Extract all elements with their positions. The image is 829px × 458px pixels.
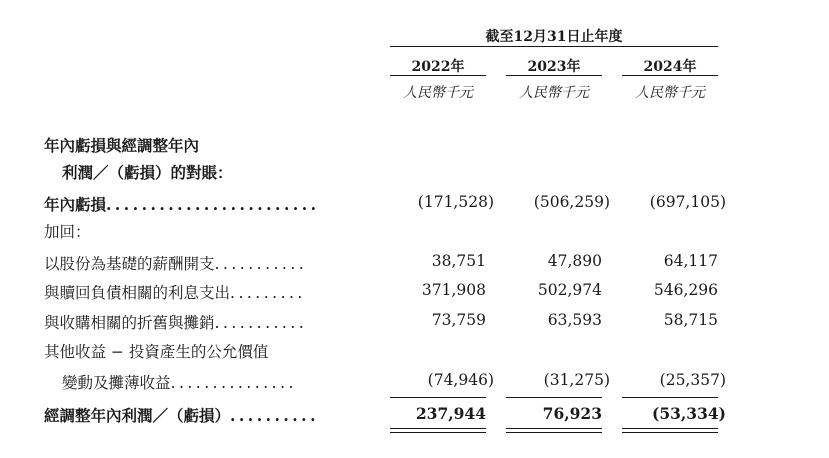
row-value-2023: 502,974	[537, 281, 602, 299]
row-label: 其他收益 − 投資產生的公允價值	[44, 343, 269, 361]
column-unit-2023: 人民幣千元	[519, 85, 589, 101]
leader-dots: ..........	[230, 406, 319, 425]
row-label: 以股份為基礎的薪酬開支...........	[44, 255, 308, 273]
total-double-rule	[506, 428, 602, 433]
row-value-2024: (697,105)	[649, 193, 726, 211]
subtotal-rule	[622, 397, 718, 398]
total-double-rule	[622, 428, 718, 433]
row-value-2024: (25,357)	[659, 371, 726, 389]
column-year-rule	[390, 75, 486, 76]
section-title-line1: 年內虧損與經調整年內	[44, 136, 200, 155]
total-double-rule	[390, 428, 486, 433]
column-unit-2022: 人民幣千元	[403, 85, 473, 101]
row-value-2023: 47,890	[547, 252, 602, 270]
period-header-rule	[390, 46, 718, 47]
row-value-2022: 371,908	[421, 281, 486, 299]
row-label: 年內虧損........................	[44, 195, 320, 214]
row-value-2023: (31,275)	[543, 371, 610, 389]
row-value-2024: 58,715	[663, 311, 718, 329]
column-unit-2024: 人民幣千元	[635, 85, 705, 101]
section-title-line2: 利潤／（虧損）的對賬：	[62, 163, 233, 182]
row-value-2022: (74,946)	[427, 371, 494, 389]
row-label: 與贖回負債相關的利息支出.........	[44, 284, 306, 302]
leader-dots: ...........	[214, 255, 308, 273]
column-year-rule	[506, 75, 602, 76]
column-year-2023: 2023年	[527, 59, 581, 75]
row-value-2022: 73,759	[431, 311, 486, 329]
row-value-2022: 237,944	[415, 404, 486, 423]
period-header: 截至12月31日止年度	[485, 29, 623, 45]
subtotal-rule	[390, 397, 486, 398]
row-value-2022: 38,751	[431, 252, 486, 270]
subtotal-rule	[506, 397, 602, 398]
row-value-2023: (506,259)	[533, 193, 610, 211]
leader-dots: ...........	[214, 314, 308, 332]
row-label: 變動及攤薄收益...............	[62, 374, 297, 392]
column-year-2024: 2024年	[643, 59, 697, 75]
row-value-2024: 546,296	[653, 281, 718, 299]
row-label: 加回：	[44, 223, 91, 241]
row-label: 與收購相關的折舊與攤銷...........	[44, 314, 308, 332]
row-value-2023: 76,923	[542, 404, 602, 423]
row-value-2024: (53,334)	[652, 404, 726, 423]
column-year-2022: 2022年	[411, 59, 465, 75]
row-label: 經調整年內利潤／（虧損）..........	[44, 406, 319, 425]
row-value-2023: 63,593	[547, 311, 602, 329]
column-year-rule	[622, 75, 718, 76]
row-value-2022: (171,528)	[417, 193, 494, 211]
row-value-2024: 64,117	[663, 252, 718, 270]
leader-dots: ...............	[170, 374, 297, 392]
leader-dots: ........................	[106, 195, 320, 214]
leader-dots: .........	[230, 284, 306, 302]
